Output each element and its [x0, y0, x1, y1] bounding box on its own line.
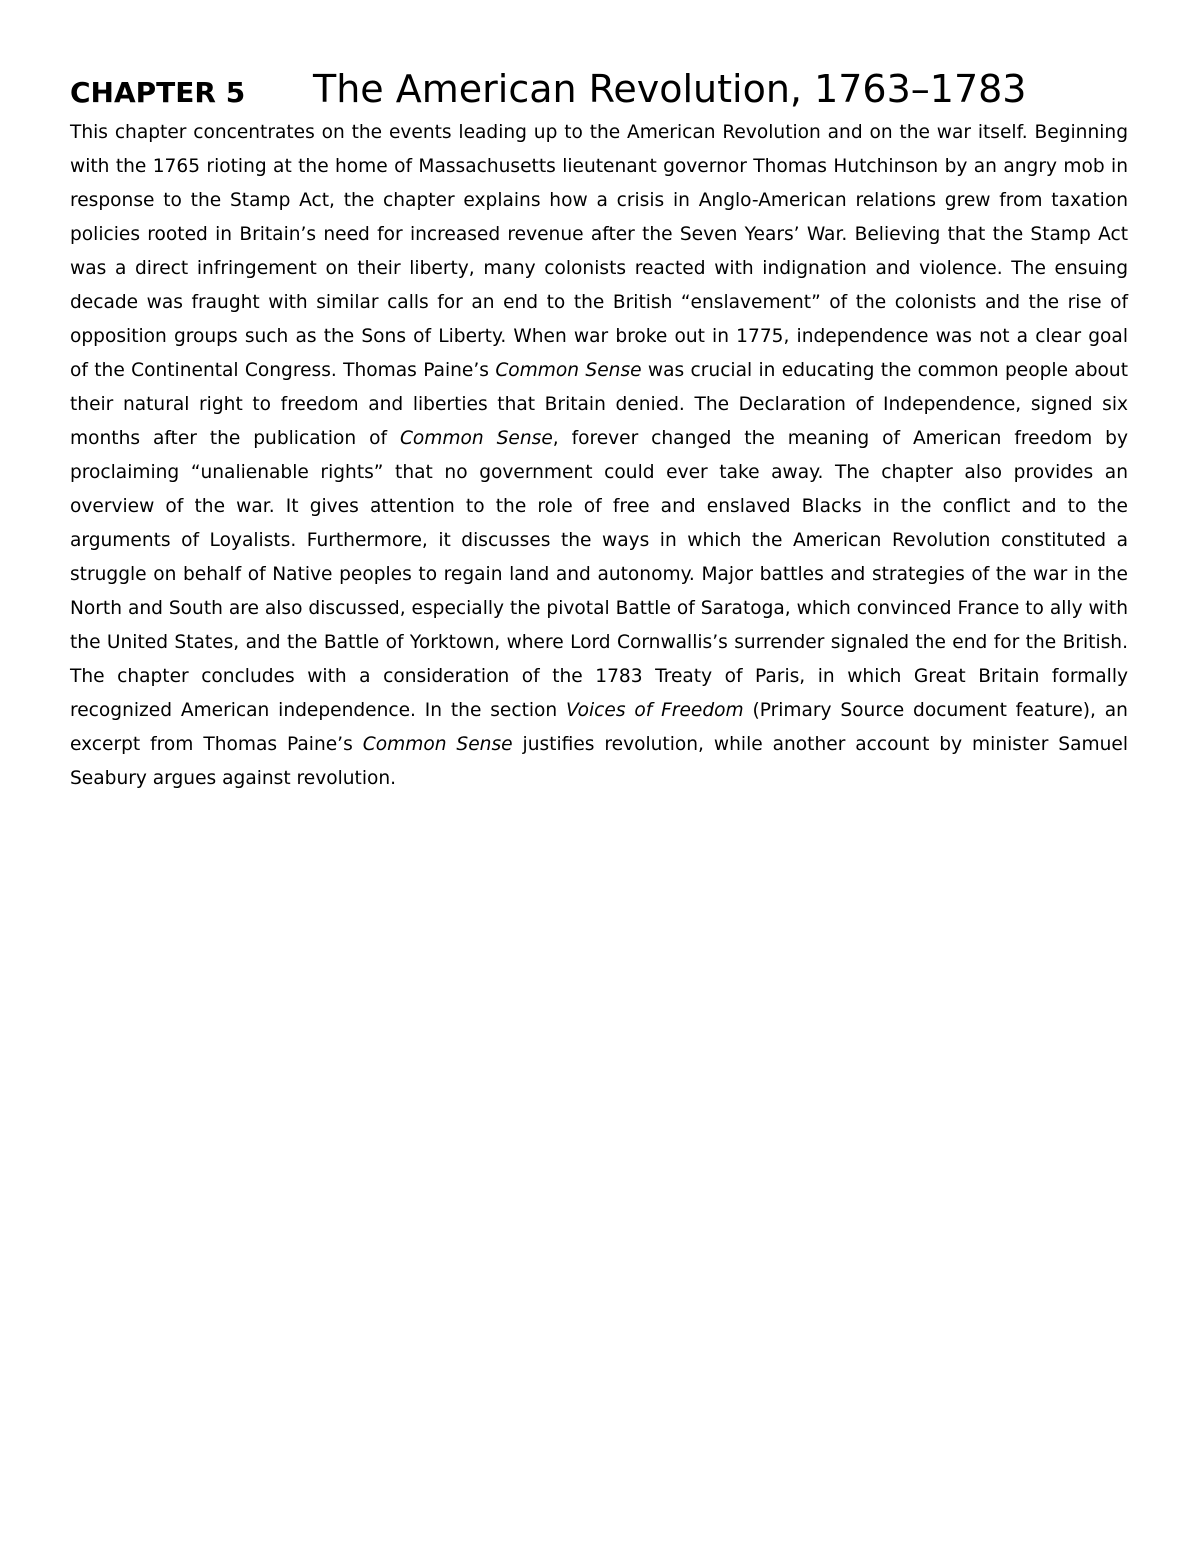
summary-text: This chapter concentrates on the events leading up to the American Revolution and on the war itself. Beginning with the 1765 rioting at the home of Massachusetts lieutenant governor Thomas Hutchinson by an angry mob in response to the Stamp Act, the chapter explains how a crisis in Anglo-American relations grew from taxation policies rooted in Britain’s need for increased revenue after the Seven Years’ War. Believing that the Stamp Act was a direct infringement on their liberty, many colonists reacted with indignation and violence. The ensuing decade was fraught with similar calls for an end to the British “enslavement” of the colonists and the rise of opposition groups such as the Sons of Liberty. When war broke out in 1775, independence was not a clear goal of the Continental Congress. Thomas Paine’s — [70, 122, 1128, 381]
section-title-voices-of-freedom: Voices of Freedom — [566, 700, 744, 721]
book-title-common-sense: Common Sense — [399, 428, 553, 449]
summary-text: , forever changed the meaning of American freedom by proclaiming “unalienable rights” that no government could ever take away. The chapter also provides an overview of the war. It gives attention to the role of free and enslaved Blacks in the conflict and to the arguments of Loyalists. Furthermore, it discusses the ways in which the American Revolution constituted a struggle on behalf of Native peoples to regain land and autonomy. Major battles and strategies of the war in the North and South are also discussed, especially the pivotal Battle of Saratoga, which convinced France to ally with the United States, and the Battle of Yorktown, where Lord Cornwallis’s surrender signaled the end for the British. The chapter concludes with a consideration of the 1783 Treaty of Paris, in which Great Britain formally recognized American independence. In the section — [70, 428, 1128, 721]
book-title-common-sense: Common Sense — [362, 734, 513, 755]
chapter-title: The American Revolution, 1763–1783 — [313, 67, 1027, 111]
document-page — [70, 67, 1128, 796]
summary-text: justifies revolution, while another account by minister Samuel Seabury argues against revolution. — [70, 734, 1128, 789]
chapter-label: CHAPTER 5 — [70, 76, 246, 109]
chapter-summary — [70, 116, 1128, 796]
summary-text: was crucial in educating the common people about their natural right to freedom and liberties that Britain denied. The Declaration of Independence, signed six months after the publication of — [70, 360, 1128, 449]
summary-text: (Primary Source document feature), an excerpt from Thomas Paine’s — [70, 700, 1128, 755]
chapter-heading — [70, 67, 1128, 111]
book-title-common-sense: Common Sense — [495, 360, 642, 381]
